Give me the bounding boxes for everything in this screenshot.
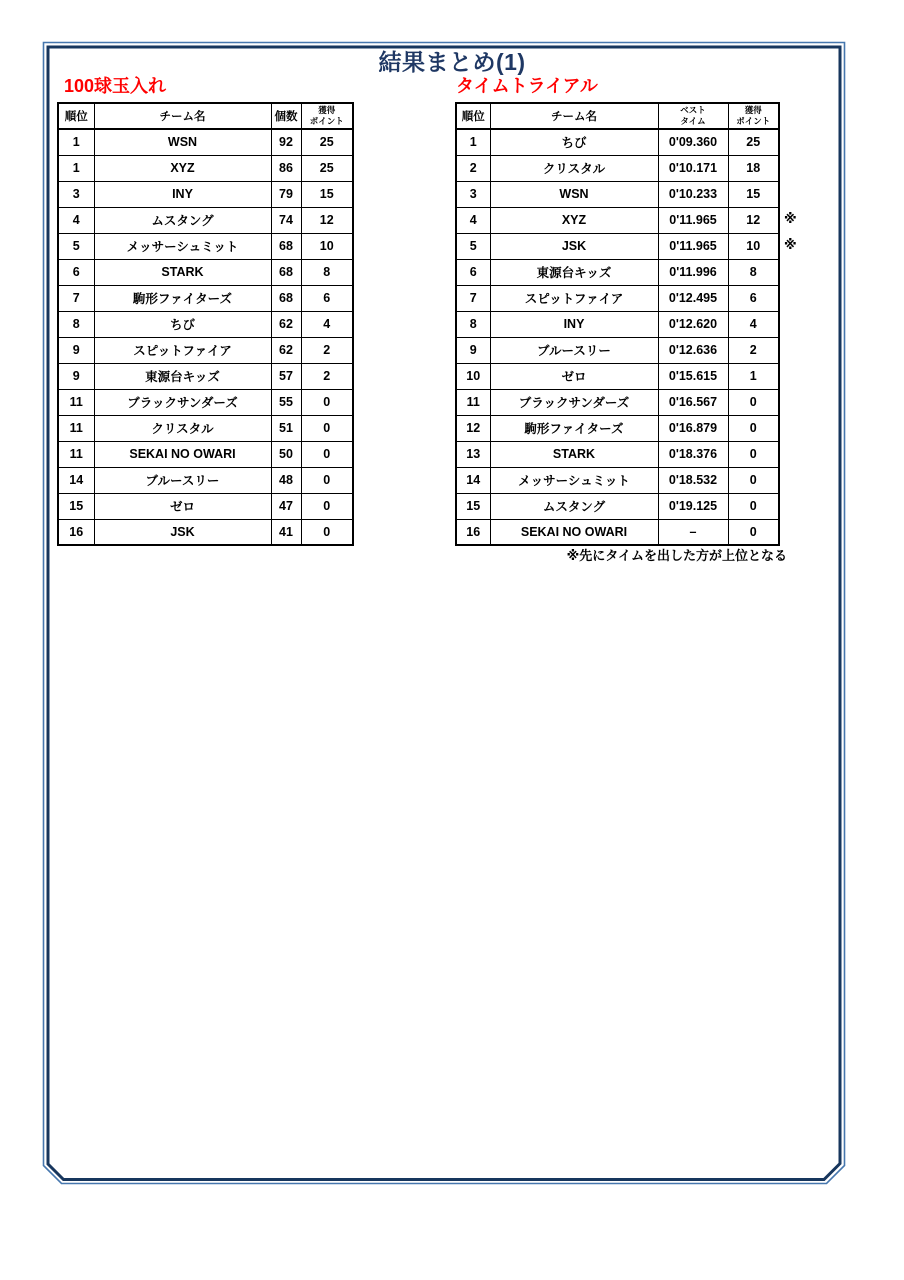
table-row	[58, 389, 353, 415]
points-cell: 2	[301, 363, 353, 389]
rank-header: 順位	[456, 103, 490, 129]
value-cell: 0'16.567	[658, 389, 728, 415]
rank-cell: 16	[456, 519, 490, 545]
table-row	[456, 259, 779, 285]
team-cell: 東源台キッズ	[490, 259, 658, 285]
points-cell: 0	[301, 493, 353, 519]
table-row	[456, 233, 779, 259]
points-cell: 18	[728, 155, 779, 181]
best-time-header-line2: タイム	[680, 116, 706, 126]
right-section-title: タイムトライアル	[456, 76, 598, 96]
points-header-line2: ポイント	[736, 116, 771, 126]
value-cell: 79	[271, 181, 301, 207]
table-row	[58, 233, 353, 259]
rank-cell: 6	[58, 259, 94, 285]
rank-cell: 1	[58, 129, 94, 155]
team-cell: SEKAI NO OWARI	[490, 519, 658, 545]
team-cell: WSN	[490, 181, 658, 207]
team-cell: ブルースリー	[490, 337, 658, 363]
rank-cell: 7	[58, 285, 94, 311]
table-row	[456, 337, 779, 363]
count-header: 個数	[271, 103, 301, 129]
value-cell: 74	[271, 207, 301, 233]
value-cell: 0'16.879	[658, 415, 728, 441]
value-cell: 41	[271, 519, 301, 545]
value-cell: 0'09.360	[658, 129, 728, 155]
value-cell: 57	[271, 363, 301, 389]
rank-cell: 5	[456, 233, 490, 259]
rank-cell: 11	[456, 389, 490, 415]
points-cell: 1	[728, 363, 779, 389]
team-cell: メッサーシュミット	[94, 233, 271, 259]
points-header-line1: 獲得	[744, 105, 762, 116]
table-row	[58, 181, 353, 207]
table-row	[58, 493, 353, 519]
value-cell: 62	[271, 311, 301, 337]
table-row	[456, 441, 779, 467]
points-cell: 6	[301, 285, 353, 311]
points-cell: 4	[301, 311, 353, 337]
tie-note-mark: ※	[784, 237, 797, 252]
points-cell: 0	[728, 389, 779, 415]
table-row	[456, 415, 779, 441]
value-cell: 0'12.495	[658, 285, 728, 311]
table-row	[58, 519, 353, 545]
table-row	[58, 337, 353, 363]
rank-cell: 5	[58, 233, 94, 259]
value-cell: 0'19.125	[658, 493, 728, 519]
table-row	[456, 519, 779, 545]
team-cell: スピットファイア	[490, 285, 658, 311]
points-cell: 0	[301, 441, 353, 467]
table-row	[456, 363, 779, 389]
table-row	[456, 155, 779, 181]
table-row	[58, 207, 353, 233]
value-cell: 50	[271, 441, 301, 467]
table-row	[58, 311, 353, 337]
rank-cell: 9	[58, 363, 94, 389]
value-cell: 92	[271, 129, 301, 155]
table-row	[58, 363, 353, 389]
rank-cell: 15	[58, 493, 94, 519]
points-header	[728, 103, 779, 129]
rank-cell: 8	[58, 311, 94, 337]
team-cell: クリスタル	[94, 415, 271, 441]
team-cell: スピットファイア	[94, 337, 271, 363]
best-time-header	[658, 103, 728, 129]
value-cell: 0'18.532	[658, 467, 728, 493]
rank-cell: 2	[456, 155, 490, 181]
team-cell: INY	[94, 181, 271, 207]
points-cell: 8	[301, 259, 353, 285]
value-cell: 55	[271, 389, 301, 415]
rank-cell: 3	[456, 181, 490, 207]
team-cell: XYZ	[94, 155, 271, 181]
team-cell: JSK	[94, 519, 271, 545]
team-cell: 東源台キッズ	[94, 363, 271, 389]
table-row	[456, 285, 779, 311]
value-cell: 0'12.620	[658, 311, 728, 337]
points-cell: 10	[301, 233, 353, 259]
tie-breaker-footnote: ※先にタイムを出した方が上位となる	[566, 548, 787, 563]
points-cell: 25	[728, 129, 779, 155]
value-cell: 62	[271, 337, 301, 363]
points-cell: 4	[728, 311, 779, 337]
value-cell: –	[658, 519, 728, 545]
rank-cell: 3	[58, 181, 94, 207]
value-cell: 0'15.615	[658, 363, 728, 389]
table-row	[456, 129, 779, 155]
team-header: チーム名	[94, 103, 271, 129]
rank-cell: 12	[456, 415, 490, 441]
value-cell: 0'11.965	[658, 233, 728, 259]
points-cell: 0	[728, 493, 779, 519]
points-cell: 0	[728, 467, 779, 493]
rank-cell: 14	[58, 467, 94, 493]
right-table-body	[456, 129, 779, 545]
points-header	[301, 103, 353, 129]
best-time-header-line1: ベスト	[680, 105, 706, 116]
value-cell: 0'11.996	[658, 259, 728, 285]
rank-cell: 16	[58, 519, 94, 545]
header-row	[58, 103, 353, 129]
table-row	[58, 155, 353, 181]
rank-cell: 8	[456, 311, 490, 337]
team-cell: 駒形ファイターズ	[94, 285, 271, 311]
team-cell: STARK	[490, 441, 658, 467]
table-row	[58, 259, 353, 285]
points-cell: 0	[301, 415, 353, 441]
team-cell: ブラックサンダーズ	[490, 389, 658, 415]
rank-cell: 10	[456, 363, 490, 389]
table-row	[58, 415, 353, 441]
points-cell: 25	[301, 155, 353, 181]
points-cell: 15	[728, 181, 779, 207]
team-cell: STARK	[94, 259, 271, 285]
team-cell: SEKAI NO OWARI	[94, 441, 271, 467]
rank-cell: 4	[456, 207, 490, 233]
table-row	[58, 467, 353, 493]
table-row	[456, 389, 779, 415]
rank-cell: 11	[58, 441, 94, 467]
rank-cell: 9	[456, 337, 490, 363]
value-cell: 0'11.965	[658, 207, 728, 233]
points-cell: 10	[728, 233, 779, 259]
team-cell: ムスタング	[94, 207, 271, 233]
points-cell: 12	[301, 207, 353, 233]
table-row	[58, 285, 353, 311]
points-cell: 0	[301, 467, 353, 493]
points-cell: 0	[301, 519, 353, 545]
value-cell: 68	[271, 285, 301, 311]
value-cell: 0'10.171	[658, 155, 728, 181]
ball-toss-results-table	[57, 102, 354, 546]
time-trial-results-table	[455, 102, 780, 546]
table-row	[456, 207, 779, 233]
team-cell: ブルースリー	[94, 467, 271, 493]
team-cell: ブラックサンダーズ	[94, 389, 271, 415]
table-row	[58, 441, 353, 467]
points-header-line1: 獲得	[318, 105, 336, 116]
team-cell: メッサーシュミット	[490, 467, 658, 493]
tie-note-mark: ※	[784, 211, 797, 226]
value-cell: 86	[271, 155, 301, 181]
rank-cell: 1	[456, 129, 490, 155]
team-cell: WSN	[94, 129, 271, 155]
left-table-body	[58, 129, 353, 545]
points-cell: 25	[301, 129, 353, 155]
points-cell: 12	[728, 207, 779, 233]
rank-cell: 11	[58, 389, 94, 415]
value-cell: 0'12.636	[658, 337, 728, 363]
team-cell: JSK	[490, 233, 658, 259]
team-header: チーム名	[490, 103, 658, 129]
points-header-line2: ポイント	[309, 116, 344, 126]
rank-cell: 15	[456, 493, 490, 519]
points-cell: 0	[728, 441, 779, 467]
table-row	[58, 129, 353, 155]
left-section-title: 100球玉入れ	[64, 76, 167, 96]
value-cell: 47	[271, 493, 301, 519]
value-cell: 68	[271, 259, 301, 285]
points-cell: 8	[728, 259, 779, 285]
rank-cell: 1	[58, 155, 94, 181]
value-cell: 51	[271, 415, 301, 441]
rank-cell: 14	[456, 467, 490, 493]
rank-cell: 4	[58, 207, 94, 233]
rank-cell: 9	[58, 337, 94, 363]
points-cell: 2	[301, 337, 353, 363]
table-row	[456, 181, 779, 207]
team-cell: INY	[490, 311, 658, 337]
points-cell: 6	[728, 285, 779, 311]
header-row	[456, 103, 779, 129]
value-cell: 48	[271, 467, 301, 493]
rank-cell: 7	[456, 285, 490, 311]
team-cell: 駒形ファイターズ	[490, 415, 658, 441]
team-cell: ちび	[94, 311, 271, 337]
value-cell: 68	[271, 233, 301, 259]
team-cell: XYZ	[490, 207, 658, 233]
team-cell: ゼロ	[490, 363, 658, 389]
value-cell: 0'10.233	[658, 181, 728, 207]
points-cell: 0	[301, 389, 353, 415]
points-cell: 0	[728, 415, 779, 441]
team-cell: ムスタング	[490, 493, 658, 519]
team-cell: ゼロ	[94, 493, 271, 519]
table-row	[456, 493, 779, 519]
team-cell: ちび	[490, 129, 658, 155]
table-row	[456, 467, 779, 493]
points-cell: 2	[728, 337, 779, 363]
points-cell: 0	[728, 519, 779, 545]
rank-cell: 13	[456, 441, 490, 467]
points-cell: 15	[301, 181, 353, 207]
table-row	[456, 311, 779, 337]
team-cell: クリスタル	[490, 155, 658, 181]
value-cell: 0'18.376	[658, 441, 728, 467]
page-title: 結果まとめ(1)	[378, 49, 526, 75]
rank-cell: 6	[456, 259, 490, 285]
rank-cell: 11	[58, 415, 94, 441]
rank-header: 順位	[58, 103, 94, 129]
